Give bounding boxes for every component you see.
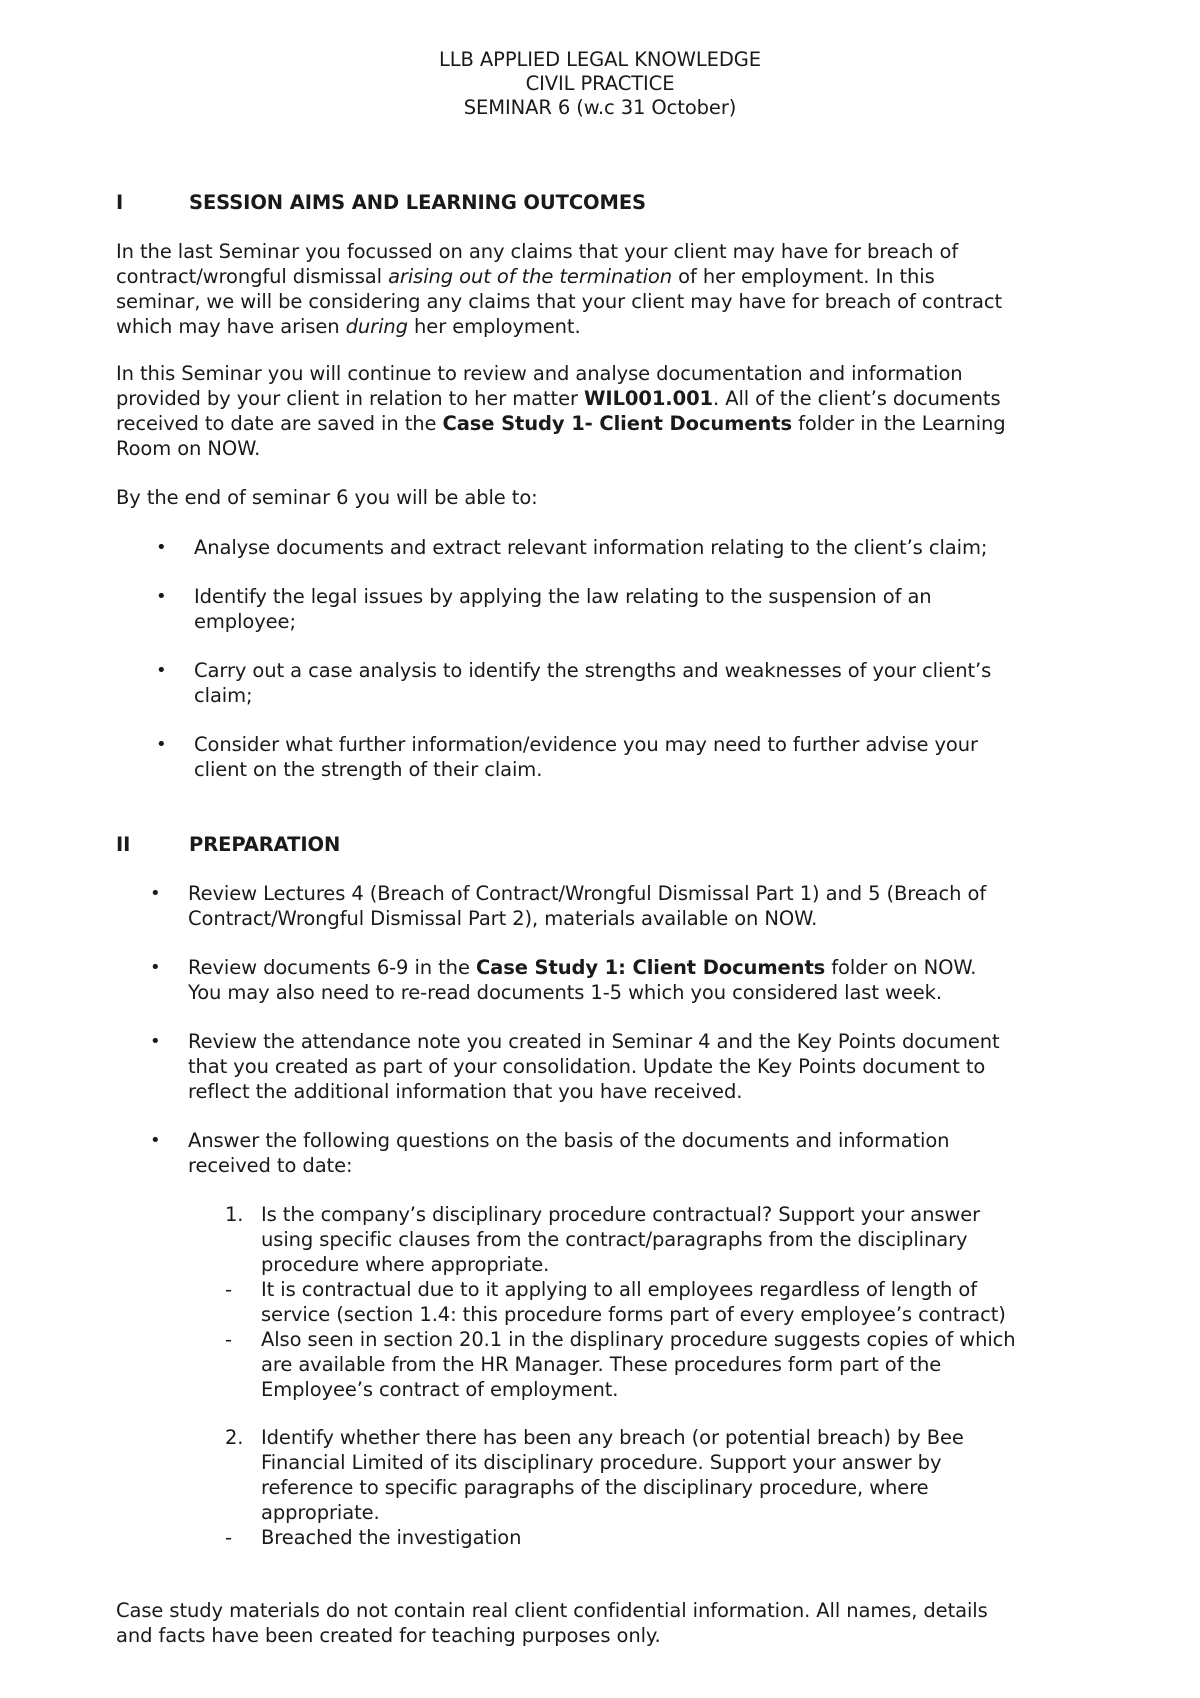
bullet-dot-icon: • xyxy=(150,1130,161,1151)
text-line: are available from the HR Manager. These procedures form part of the xyxy=(261,1353,942,1376)
section-1-number: I xyxy=(116,191,124,214)
text-run: provided by your client in relation to her matter xyxy=(116,387,584,410)
section-1-heading xyxy=(116,190,646,215)
text-run: which may have arisen xyxy=(116,315,346,338)
bullet-dot-icon: • xyxy=(156,586,167,607)
module-title: CIVIL PRACTICE xyxy=(525,72,675,95)
text-line: reference to specific paragraphs of the disciplinary procedure, where xyxy=(261,1476,929,1499)
dash-marker: - xyxy=(225,1278,232,1301)
text-line: seminar, we will be considering any claims that your client may have for breach of contract xyxy=(116,290,1003,313)
text-line: Is the company’s disciplinary procedure contractual? Support your answer xyxy=(261,1203,981,1226)
text-run: received to date are saved in the xyxy=(116,412,443,435)
text-line: Contract/Wrongful Dismissal Part 2), materials available on NOW. xyxy=(188,907,818,930)
text-line: Room on NOW. xyxy=(116,437,261,460)
text-line: Identify the legal issues by applying the law relating to the suspension of an xyxy=(194,585,932,608)
text-line: service (section 1.4: this procedure forms part of every employee’s contract) xyxy=(261,1303,1006,1326)
text-line xyxy=(116,411,1076,436)
text-run: folder in the Learning xyxy=(792,412,1006,435)
folder-name: Case Study 1- Client Documents xyxy=(442,412,793,435)
text-line: appropriate. xyxy=(261,1501,380,1524)
text-run: of her employment. In this xyxy=(672,265,935,288)
text-line xyxy=(188,955,976,980)
text-line: Employee’s contract of employment. xyxy=(261,1378,619,1401)
section-2-number: II xyxy=(116,833,131,856)
dash-marker: - xyxy=(225,1328,232,1351)
bullet-dot-icon: • xyxy=(156,734,167,755)
text-line: Financial Limited of its disciplinary procedure. Support your answer by xyxy=(261,1451,942,1474)
text-run: folder on NOW. xyxy=(825,956,977,979)
matter-reference: WIL001.001 xyxy=(584,387,714,410)
bullet-dot-icon: • xyxy=(150,1031,161,1052)
text-run: . All of the client’s documents xyxy=(713,387,1001,410)
text-line xyxy=(116,264,1076,289)
seminar-title: SEMINAR 6 (w.c 31 October) xyxy=(463,96,737,119)
document-header xyxy=(0,48,1200,120)
text-line: procedure where appropriate. xyxy=(261,1253,550,1276)
text-line: In this Seminar you will continue to review and analyse documentation and information xyxy=(116,362,963,385)
folder-name: Case Study 1: Client Documents xyxy=(475,956,826,979)
text-run: Review documents 6-9 in the xyxy=(188,956,476,979)
text-line: Consider what further information/evidence you may need to further advise your xyxy=(194,733,978,756)
text-line: By the end of seminar 6 you will be able to: xyxy=(116,486,538,509)
text-line: Case study materials do not contain real client confidential information. All names, details xyxy=(116,1599,988,1622)
text-line: claim; xyxy=(194,684,253,707)
text-run: her employment. xyxy=(407,315,581,338)
dash-marker: - xyxy=(225,1526,232,1549)
text-line xyxy=(116,314,1076,339)
text-line: Review Lectures 4 (Breach of Contract/Wrongful Dismissal Part 1) and 5 (Breach of xyxy=(188,882,987,905)
bullet-dot-icon: • xyxy=(150,883,161,904)
text-line: received to date: xyxy=(188,1154,353,1177)
text-line: You may also need to re-read documents 1-5 which you considered last week. xyxy=(188,981,942,1004)
text-line: employee; xyxy=(194,610,296,633)
section-1-title: SESSION AIMS AND LEARNING OUTCOMES xyxy=(189,191,647,214)
text-line: It is contractual due to it applying to all employees regardless of length of xyxy=(261,1278,977,1301)
course-title: LLB APPLIED LEGAL KNOWLEDGE xyxy=(439,48,761,71)
list-number: 1. xyxy=(225,1203,244,1226)
section-1-paragraph-2 xyxy=(116,361,1076,461)
bullet-dot-icon: • xyxy=(150,957,161,978)
text-line xyxy=(116,386,1076,411)
list-number: 2. xyxy=(225,1426,244,1449)
text-line: Identify whether there has been any breach (or potential breach) by Bee xyxy=(261,1426,964,1449)
text-line: Review the attendance note you created in Seminar 4 and the Key Points document xyxy=(188,1030,1000,1053)
text-line: Analyse documents and extract relevant information relating to the client’s claim; xyxy=(194,536,988,559)
text-line: Also seen in section 20.1 in the displinary procedure suggests copies of which xyxy=(261,1328,1016,1351)
text-line: In the last Seminar you focussed on any claims that your client may have for breach of xyxy=(116,240,959,263)
text-line: Answer the following questions on the basis of the documents and information xyxy=(188,1129,950,1152)
italic-text: during xyxy=(345,315,408,338)
bullet-dot-icon: • xyxy=(156,537,167,558)
disclaimer xyxy=(116,1598,1076,1648)
italic-text: arising out of the termination xyxy=(388,265,673,288)
text-line: using specific clauses from the contract/paragraphs from the disciplinary xyxy=(261,1228,968,1251)
section-2-heading xyxy=(116,832,340,857)
bullet-dot-icon: • xyxy=(156,660,167,681)
section-1-paragraph-1 xyxy=(116,239,1076,339)
text-line: that you created as part of your consolidation. Update the Key Points document to xyxy=(188,1055,986,1078)
section-1-paragraph-3 xyxy=(116,485,1076,510)
text-line: client on the strength of their claim. xyxy=(194,758,543,781)
section-2-title: PREPARATION xyxy=(189,833,341,856)
text-run: contract/wrongful dismissal xyxy=(116,265,389,288)
text-line: and facts have been created for teaching purposes only. xyxy=(116,1624,661,1647)
text-line: Breached the investigation xyxy=(261,1526,522,1549)
text-line: reflect the additional information that you have received. xyxy=(188,1080,743,1103)
text-line: Carry out a case analysis to identify the strengths and weaknesses of your client’s xyxy=(194,659,992,682)
